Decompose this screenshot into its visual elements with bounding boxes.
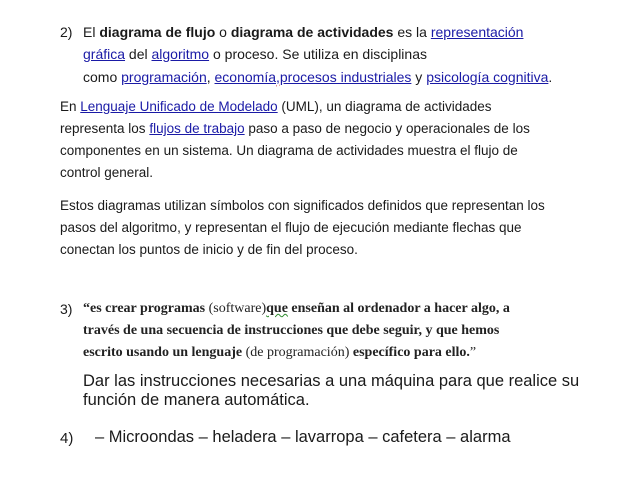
text: es la [393,24,431,40]
link-psicologia-cognitiva[interactable]: psicología cognitiva [426,69,549,85]
paragraph-line: componentes en un sistema. Un diagrama de actividades muestra el flujo de [60,143,518,158]
quote-block [83,298,510,364]
item-number-4: 4) [60,430,74,447]
paragraph-line [60,96,530,118]
text: escrito usando un lenguaje [83,345,246,360]
link-algoritmo[interactable]: algoritmo [151,46,210,62]
text: o proceso. Se utiliza en disciplinas [209,46,427,62]
item2-line1 [83,21,523,43]
summary-line: función de manera automática. [83,391,310,409]
link-procesos-industriales[interactable]: procesos industriales [279,69,412,85]
text: (software) [208,301,267,316]
paragraph-uml [60,96,530,184]
text: (de programación) [245,345,350,360]
item-number-2: 2) [60,24,73,40]
item4-list: – Microondas – heladera – lavarropa – cafetera – alarma [95,428,511,446]
link-representacion[interactable]: representación [430,24,524,40]
quote-line [83,298,510,320]
text: “es crear programas [83,301,209,316]
link-programacion[interactable]: programación [121,69,207,85]
text: que [266,301,288,316]
text: o [215,24,231,40]
link-grafica[interactable]: gráfica [83,46,126,62]
text: del [125,46,152,62]
text: y [411,69,427,85]
text: paso a paso de negocio y operacionales de los [244,121,530,136]
link-economia[interactable]: economía [214,69,276,85]
text: (UML), un diagrama de actividades [277,99,492,114]
bold-term-diagrama-de-actividades: diagrama de actividades [230,24,394,40]
text: El [83,24,100,40]
text: representa los [60,121,150,136]
item2-line2 [83,43,427,65]
text: , [206,69,215,85]
text: En [60,99,81,114]
item-number-3: 3) [60,301,73,317]
text: través de una secuencia de instrucciones que debe seguir, y que hemos [83,323,500,338]
text: ” [469,345,477,360]
text: enseñan al ordenador a hacer algo, a [287,301,510,316]
text: específico para ello. [349,345,470,360]
bold-term-diagrama-de-flujo: diagrama de flujo [99,24,216,40]
item3-summary [83,372,579,410]
comma-separator: , [276,69,280,85]
quote-line [83,320,510,342]
text: . [548,69,553,85]
paragraph-line: control general. [60,165,154,180]
item2-line3 [83,66,552,88]
quote-line [83,342,510,364]
paragraph-line [60,118,530,140]
paragraph-line: conectan los puntos de inicio y de fin del proceso. [60,242,358,257]
text: como [83,69,122,85]
link-flujos-de-trabajo[interactable]: flujos de trabajo [149,121,245,136]
summary-line: Dar las instrucciones necesarias a una máquina para que realice su [83,372,580,390]
paragraph-line: pasos del algoritmo, y representan el flujo de ejecución mediante flechas que [60,220,522,235]
paragraph-line: Estos diagramas utilizan símbolos con significados definidos que representan los [60,198,545,213]
paragraph-symbols [60,195,545,261]
link-uml[interactable]: Lenguaje Unificado de Modelado [80,99,278,114]
